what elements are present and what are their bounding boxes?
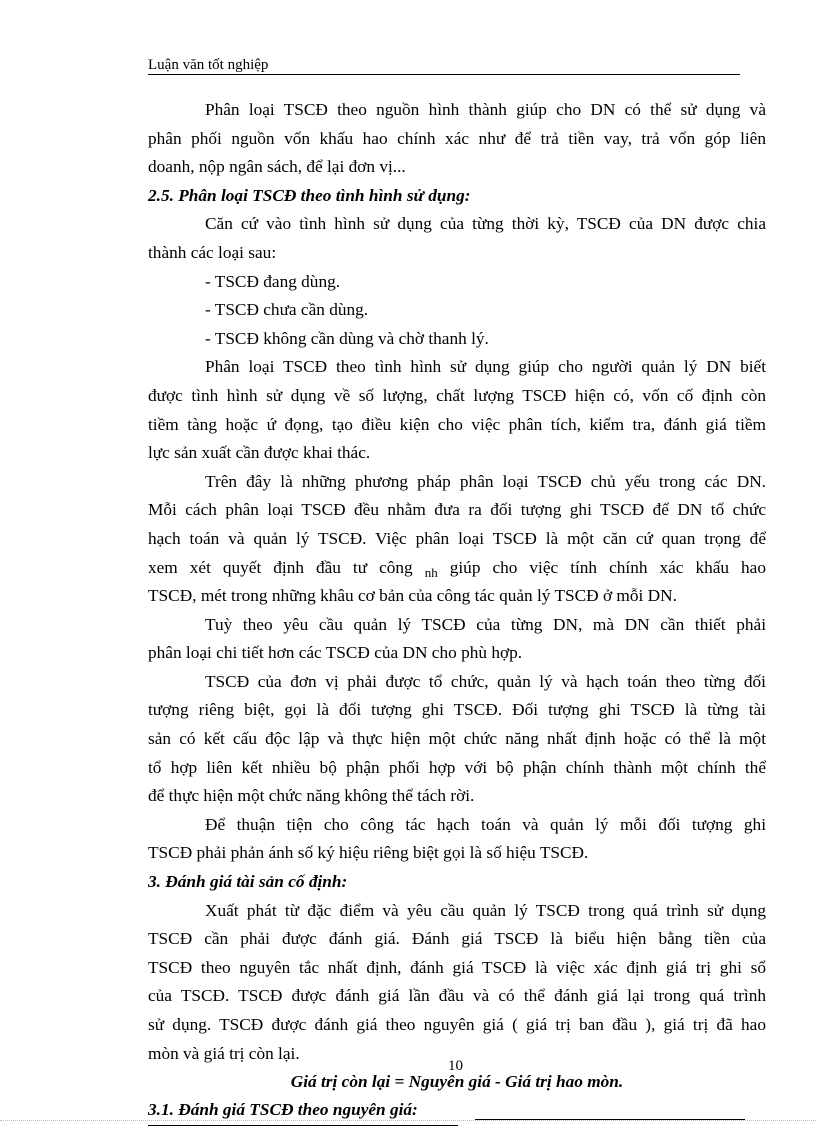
- line-text: xem xét quyết định đầu tư công: [148, 557, 413, 577]
- paragraph-line: Tuỳ theo yêu cầu quản lý TSCĐ của từng DN, mà DN cần thiết phải: [205, 614, 766, 634]
- section-heading-3-1-row: [148, 1097, 766, 1127]
- paragraph-line: Mỗi cách phân loại TSCĐ đều nhằm đưa ra đối tượng ghi TSCĐ để DN tổ chức: [148, 500, 766, 520]
- paragraph-line: TSCĐ phải phản ánh số ký hiệu riêng biệt gọi là số hiệu TSCĐ.: [148, 843, 589, 863]
- paragraph-line: TSCĐ, mét trong những khâu cơ bản của công tác quản lý TSCĐ ở mỗi DN.: [148, 586, 677, 606]
- list-item: - TSCĐ chưa cần dùng.: [205, 300, 369, 320]
- paragraph-line: thành các loại sau:: [148, 242, 277, 262]
- paragraph-line: Để thuận tiện cho công tác hạch toán và quản lý mỗi đối tượng ghi: [205, 814, 766, 834]
- paragraph-line: phân phối nguồn vốn khấu hao chính xác như để trả tiền vay, trả vốn góp liên: [148, 128, 766, 148]
- section-heading-3: 3. Đánh giá tài sản cố định:: [148, 872, 348, 892]
- subscript-fragment: nh: [424, 564, 438, 580]
- list-item: - TSCĐ đang dùng.: [205, 271, 341, 291]
- paragraph-line: được tình hình sử dụng về số lượng, chất lượng TSCĐ hiện có, vốn cố định còn: [148, 385, 766, 405]
- paragraph-line: sản có kết cấu độc lập và thực hiện một chức năng nhất định hoặc có thể là một: [148, 729, 766, 749]
- paragraph-line: Phân loại TSCĐ theo tình hình sử dụng giúp cho người quản lý DN biết: [205, 357, 766, 377]
- paragraph-line: Xuất phát từ đặc điểm và yêu cầu quản lý TSCĐ trong quá trình sử dụng: [205, 900, 766, 920]
- running-header: [148, 55, 740, 77]
- header-title: Luận văn tốt nghiệp: [148, 57, 269, 73]
- paragraph-line: Căn cứ vào tình hình sử dụng của từng thời kỳ, TSCĐ của DN được chia: [205, 214, 766, 234]
- paragraph-line: mòn và giá trị còn lại.: [148, 1043, 300, 1063]
- paragraph-line: tượng riêng biệt, gọi là đối tượng ghi TSCĐ. Đối tượng ghi TSCĐ là từng tài: [148, 700, 766, 720]
- document-body: [148, 96, 766, 1127]
- paragraph-line: Trên đây là những phương pháp phân loại TSCĐ chủ yếu trong các DN.: [205, 471, 766, 491]
- heading-underline: [148, 1125, 458, 1126]
- paragraph-line: Phân loại TSCĐ theo nguồn hình thành giúp cho DN có thể sử dụng và: [205, 100, 766, 119]
- paragraph-line: để thực hiện một chức năng không thể tách rời.: [148, 786, 475, 806]
- paragraph-line: của TSCĐ. TSCĐ được đánh giá lần đầu và có thể đánh giá lại trong quá trình: [148, 986, 766, 1006]
- line-text: giúp cho việc tính chính xác khấu hao: [449, 557, 766, 577]
- paragraph-line: doanh, nộp ngân sách, để lại đơn vị...: [148, 157, 406, 177]
- paragraph-line: TSCĐ của đơn vị phải được tổ chức, quản lý và hạch toán theo từng đối: [205, 671, 766, 691]
- section-heading-2-5: 2.5. Phân loại TSCĐ theo tình hình sử dụng:: [148, 185, 471, 205]
- section-heading-3-1: 3.1. Đánh giá TSCĐ theo nguyên giá:: [148, 1099, 418, 1119]
- header-rule: [148, 74, 740, 75]
- paragraph-line: lực sản xuất cần được khai thác.: [148, 443, 371, 463]
- paragraph-line-with-subscript: [148, 554, 766, 583]
- paragraph-line: sử dụng. TSCĐ được đánh giá theo nguyên giá ( giá trị ban đầu ), giá trị đã hao: [148, 1015, 766, 1034]
- list-item: - TSCĐ không cần dùng và chờ thanh lý.: [205, 328, 489, 348]
- paragraph-line: tổ hợp liên kết nhiều bộ phận phối hợp với bộ phận chính thành một chính thể: [148, 757, 766, 777]
- page-number: 10: [448, 1058, 463, 1074]
- paragraph-line: tiềm tàng hoặc ứ đọng, tạo điều kiện cho việc phân tích, kiểm tra, đánh giá tiềm: [148, 414, 766, 434]
- paragraph-line: hạch toán và quản lý TSCĐ. Việc phân loại TSCĐ là một căn cứ quan trọng để: [148, 528, 766, 548]
- paragraph-line: TSCĐ cần phải được đánh giá. Đánh giá TSCĐ là biểu hiện bằng tiền của: [148, 929, 766, 949]
- page-edge-dotted-line: [0, 1120, 816, 1121]
- formula-line: Giá trị còn lại = Nguyên giá - Giá trị hao mòn.: [290, 1072, 624, 1092]
- paragraph-line: TSCĐ theo nguyên tắc nhất định, đánh giá TSCĐ là việc xác định giá trị ghi sổ: [148, 957, 766, 977]
- paragraph-line: phân loại chi tiết hơn các TSCĐ của DN cho phù hợp.: [148, 643, 523, 663]
